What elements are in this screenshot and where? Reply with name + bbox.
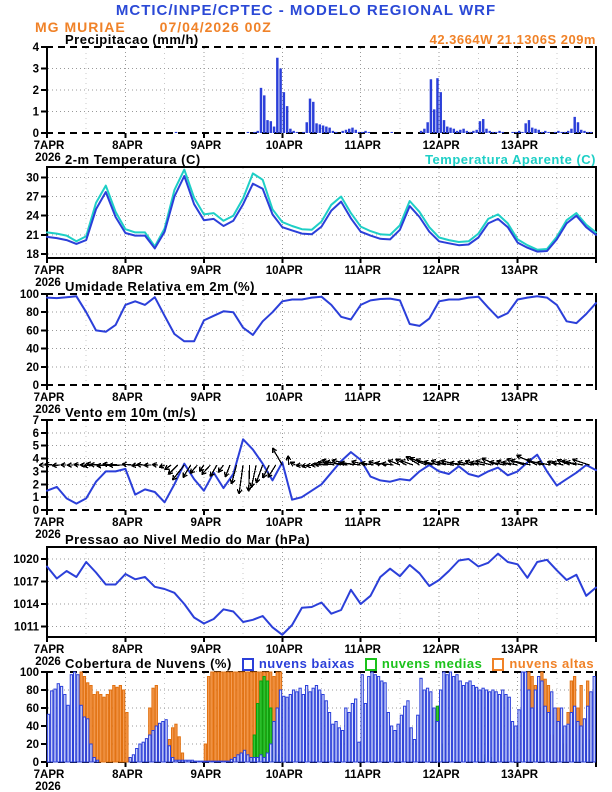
svg-text:24: 24: [26, 210, 39, 223]
page-title: MCTIC/INPE/CPTEC - MODELO REGIONAL WRF: [115, 2, 497, 19]
svg-text:11APR: 11APR: [344, 517, 381, 529]
svg-text:8APR: 8APR: [112, 392, 143, 404]
svg-text:9APR: 9APR: [190, 392, 222, 404]
svg-text:12APR: 12APR: [422, 517, 460, 529]
svg-text:8APR: 8APR: [112, 644, 143, 656]
svg-text:9APR: 9APR: [190, 644, 222, 656]
svg-text:1017: 1017: [13, 576, 39, 589]
svg-text:3: 3: [32, 466, 39, 479]
svg-text:8APR: 8APR: [112, 265, 143, 277]
precip-panel-title: Precipitacao (mm/h): [65, 32, 199, 47]
svg-text:9APR: 9APR: [190, 140, 222, 152]
svg-text:18: 18: [26, 249, 39, 262]
svg-text:21: 21: [26, 229, 39, 242]
svg-text:1: 1: [32, 106, 39, 119]
svg-text:2026: 2026: [35, 781, 61, 792]
svg-text:100: 100: [19, 289, 39, 301]
svg-text:9APR: 9APR: [190, 265, 222, 277]
svg-text:1011: 1011: [14, 621, 39, 634]
svg-text:0: 0: [32, 128, 39, 140]
svg-text:11APR: 11APR: [344, 140, 381, 152]
rh-panel: [20, 289, 597, 416]
svg-text:7: 7: [32, 415, 39, 427]
svg-text:27: 27: [26, 191, 39, 204]
svg-text:13APR: 13APR: [501, 265, 539, 277]
svg-text:7APR: 7APR: [33, 644, 65, 656]
rh-panel-title: Umidade Relativa em 2m (%): [65, 279, 256, 294]
svg-text:11APR: 11APR: [344, 769, 381, 781]
svg-text:12APR: 12APR: [422, 769, 460, 781]
wind-panel: [33, 415, 597, 541]
svg-text:11APR: 11APR: [344, 644, 381, 656]
svg-text:60: 60: [26, 703, 39, 715]
svg-text:13APR: 13APR: [501, 140, 539, 152]
legend-label-altas: nuvens altas: [509, 656, 595, 671]
svg-text:8APR: 8APR: [112, 140, 143, 152]
svg-text:7APR: 7APR: [33, 140, 65, 152]
svg-text:13APR: 13APR: [501, 517, 539, 529]
svg-text:2: 2: [32, 479, 39, 492]
svg-text:80: 80: [26, 685, 39, 697]
svg-text:13APR: 13APR: [501, 392, 539, 404]
svg-text:1020: 1020: [13, 554, 39, 566]
svg-text:12APR: 12APR: [422, 265, 460, 277]
svg-text:10APR: 10APR: [265, 265, 303, 277]
svg-text:10APR: 10APR: [265, 644, 303, 656]
svg-text:9APR: 9APR: [190, 769, 222, 781]
precip-panel: [33, 42, 597, 164]
svg-text:0: 0: [32, 505, 39, 517]
svg-text:30: 30: [26, 172, 39, 185]
svg-text:60: 60: [26, 325, 39, 338]
svg-text:11APR: 11APR: [344, 392, 381, 404]
svg-text:13APR: 13APR: [501, 769, 539, 781]
svg-text:10APR: 10APR: [265, 140, 303, 152]
svg-text:2026: 2026: [35, 277, 61, 289]
svg-text:0: 0: [32, 757, 39, 769]
temp-panel: [26, 166, 597, 289]
svg-text:2026: 2026: [35, 656, 61, 668]
svg-text:2026: 2026: [35, 529, 61, 541]
legend-label-medias: nuvens medias: [381, 656, 483, 671]
svg-text:6: 6: [32, 427, 39, 440]
svg-text:12APR: 12APR: [422, 392, 460, 404]
svg-text:2026: 2026: [35, 404, 61, 416]
svg-text:10APR: 10APR: [265, 769, 303, 781]
legend-label-baixas: nuvens baixas: [258, 656, 355, 671]
svg-text:7APR: 7APR: [33, 265, 65, 277]
svg-text:7APR: 7APR: [33, 769, 65, 781]
svg-text:12APR: 12APR: [422, 140, 460, 152]
svg-text:10APR: 10APR: [265, 392, 303, 404]
pres-panel: [13, 546, 597, 668]
svg-text:8APR: 8APR: [112, 517, 143, 529]
svg-text:40: 40: [26, 343, 39, 356]
svg-text:2026: 2026: [35, 152, 61, 164]
svg-text:80: 80: [26, 307, 39, 320]
apparent-temp-legend-label: Temperatura Aparente (C): [425, 152, 596, 167]
svg-text:7APR: 7APR: [33, 392, 65, 404]
svg-text:11APR: 11APR: [344, 265, 381, 277]
svg-text:20: 20: [26, 739, 39, 751]
station-coords-label: 42.3664W 21.1306S 209m: [429, 32, 596, 47]
wind-panel-title: Vento em 10m (m/s): [65, 405, 197, 420]
svg-text:5: 5: [32, 440, 39, 453]
svg-text:4: 4: [32, 453, 39, 466]
svg-text:1014: 1014: [13, 599, 39, 611]
pressure-panel-title: Pressao ao Nivel Medio do Mar (hPa): [65, 532, 311, 547]
svg-text:0: 0: [32, 380, 39, 392]
svg-text:20: 20: [26, 361, 39, 374]
svg-text:7APR: 7APR: [33, 517, 65, 529]
svg-text:13APR: 13APR: [501, 644, 539, 656]
svg-text:12APR: 12APR: [422, 644, 460, 656]
clouds-panel: [20, 667, 597, 792]
svg-text:1: 1: [32, 492, 39, 505]
clouds-panel-title: Cobertura de Nuvens (%): [65, 656, 232, 671]
svg-text:4: 4: [32, 42, 39, 54]
run-datetime-label: 07/04/2026 00Z: [159, 19, 272, 35]
svg-text:9APR: 9APR: [190, 517, 222, 529]
station-label: MG MURIAE: [35, 19, 126, 35]
svg-text:10APR: 10APR: [265, 517, 303, 529]
svg-text:3: 3: [32, 63, 39, 76]
temp-panel-title: 2-m Temperatura (C): [65, 152, 201, 167]
svg-text:2: 2: [32, 85, 39, 97]
svg-text:100: 100: [19, 667, 39, 679]
svg-text:8APR: 8APR: [112, 769, 143, 781]
svg-text:40: 40: [26, 721, 39, 733]
